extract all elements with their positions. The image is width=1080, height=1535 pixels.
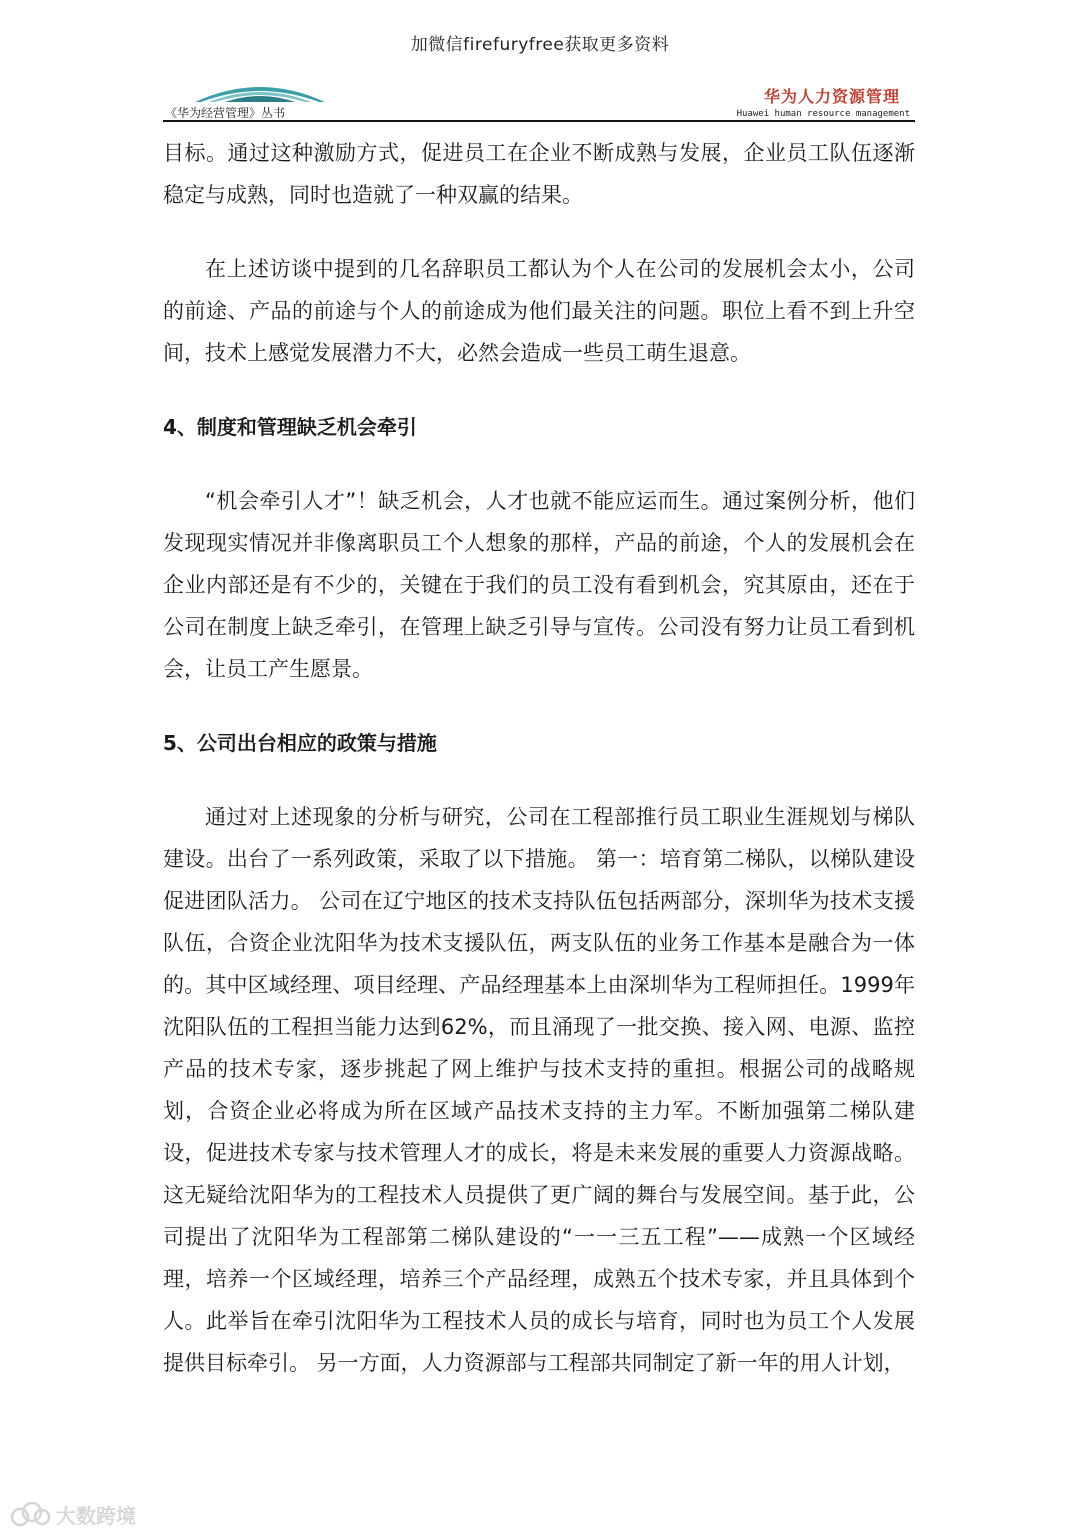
paragraph-gap (163, 690, 915, 722)
series-title: 《华为经营管理》丛书 (165, 106, 286, 120)
paragraph-1: 目标。通过这种激励方式，促进员工在企业不断成熟与发展，企业员工队伍逐渐稳定与成熟，同时也造就了一种双赢的结果。 (163, 141, 915, 207)
top-banner: 加微信firefuryfree获取更多资料 (410, 35, 670, 55)
paragraph-4: 通过对上述现象的分析与研究，公司在工程部推行员工职业生涯规划与梯队建设。出台了一系列政策，采取了以下措施。 第一：培育第二梯队，以梯队建设促进团队活力。 公司在辽宁地区的技术支持队伍包括两部分，深圳华为技术支援队伍，合资企业沈阳华为技术支援队伍，两支队伍的业务工作基本是融合为一体的。其中区域经理、项目经理、产品经理基本上由深圳华为工程师担任。1999年沈阳队伍的工程担当能力达到62%，而且涌现了一批交换、接入网、电源、监控产品的技术专家，逐步挑起了网上维护与技术支持的重担。根据公司的战略规划，合资企业必将成为所在区域产品技术支持的主力军。不断加强第二梯队建设，促进技术专家与技术管理人才的成长，将是未来发展的重要人力资源战略。这无疑给沈阳华为的工程技术人员提供了更广阔的舞台与发展空间。基于此，公司提出了沈阳华为工程部第二梯队建设的“一一三五工程”——成熟一个区域经理，培养一个区域经理，培养三个产品经理，成熟五个技术专家，并且具体到个人。此举旨在牵引沈阳华为工程技术人员的成长与培育，同时也为员工个人发展提供目标牵引。 另一方面，人力资源部与工程部共同制定了新一年的用人计划， (163, 805, 915, 1375)
brand-subtitle: Huawei human resource management (736, 109, 910, 119)
cloud-logo-icon (8, 1502, 52, 1528)
watermark-text: 大数跨境 (56, 1504, 136, 1528)
paragraph-2: 在上述访谈中提到的几名辞职员工都认为个人在公司的发展机会太小，公司的前途、产品的前途与个人的前途成为他们最关注的问题。职位上看不到上升空间，技术上感觉发展潜力不大，必然会造成一些员工萌生退意。 (163, 257, 915, 365)
paragraph-3: “机会牵引人才”！缺乏机会，人才也就不能应运而生。通过案例分析，他们发现现实情况并非像离职员工个人想象的那样，产品的前途，个人的发展机会在企业内部还是有不少的，关键在于我们的员工没有看到机会，究其原由，还在于公司在制度上缺乏牵引，在管理上缺乏引导与宣传。公司没有努力让员工看到机会，让员工产生愿景。 (163, 489, 915, 681)
header-rule (163, 120, 915, 122)
mountain-logo-icon (195, 80, 325, 104)
paragraph-gap (163, 374, 915, 406)
brand-title: 华为人力资源管理 (763, 87, 900, 106)
paragraph-gap (163, 448, 915, 480)
page-body (163, 132, 915, 1384)
paragraph-gap (163, 764, 915, 796)
paragraph-gap (163, 216, 915, 248)
section-heading-5: 5、公司出台相应的政策与措施 (163, 731, 437, 755)
watermark (8, 1500, 136, 1529)
section-heading-4: 4、制度和管理缺乏机会牵引 (163, 415, 417, 439)
